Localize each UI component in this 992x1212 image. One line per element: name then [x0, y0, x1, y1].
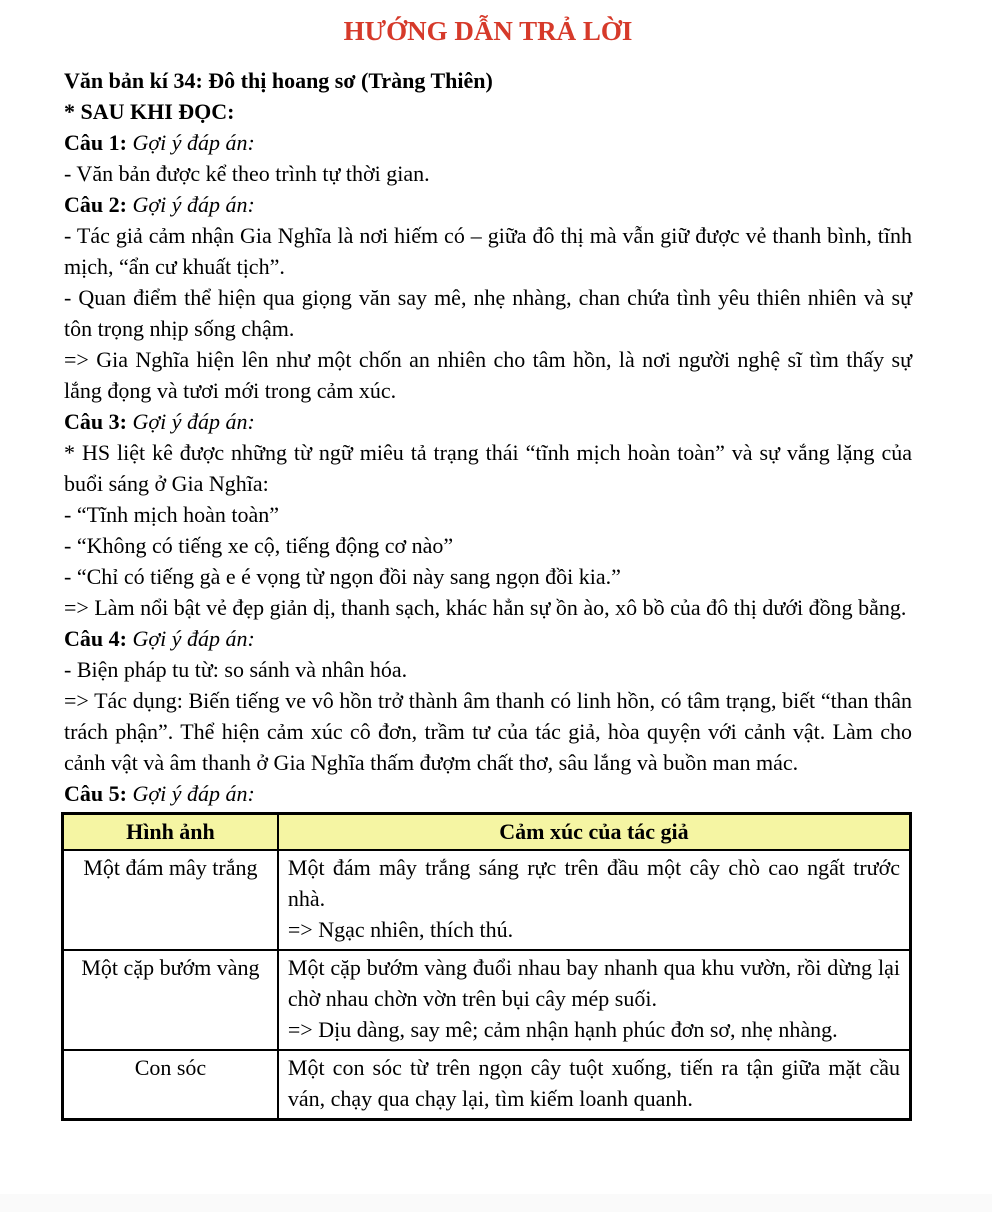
- question-3-answer-paragraph: => Làm nổi bật vẻ đẹp giản dị, thanh sạch, khác hẳn sự ồn ào, xô bồ của đô thị dưới đồng bằng.: [64, 595, 907, 620]
- question-3-answer-paragraph: * HS liệt kê được những từ ngữ miêu tả trạng thái “tĩnh mịch hoàn toàn” và sự vắng lặng của buổi sáng ở Gia Nghĩa:: [64, 440, 912, 496]
- question-2-hint: Gợi ý đáp án:: [132, 192, 255, 217]
- section-heading: * SAU KHI ĐỌC:: [64, 99, 235, 124]
- image-cell: Một đám mây trắng: [63, 850, 278, 950]
- question-2-answer-paragraph: => Gia Nghĩa hiện lên như một chốn an nhiên cho tâm hồn, là nơi người nghệ sĩ tìm thấy sự lắng đọng và tươi mới trong cảm xúc.: [64, 347, 912, 403]
- emotion-cell: [278, 1050, 911, 1120]
- question-4-label: Câu 4:: [64, 626, 127, 651]
- question-4-hint: Gợi ý đáp án:: [132, 626, 255, 651]
- question-4-answer-paragraph: => Tác dụng: Biến tiếng ve vô hồn trở thành âm thanh có linh hồn, có tâm trạng, biết “than thân trách phận”. Thể hiện cảm xúc cô đơn, trầm tư của tác giả, hòa quyện với cảnh vật. Làm cho cảnh vật và âm thanh ở Gia Nghĩa thấm đượm chất thơ, sâu lắng và buồn man mác.: [64, 688, 912, 775]
- question-3-answer-paragraph: - “Chỉ có tiếng gà e é vọng từ ngọn đồi này sang ngọn đồi kia.”: [64, 564, 621, 589]
- question-3-hint: Gợi ý đáp án:: [132, 409, 255, 434]
- emotion-text: Một đám mây trắng sáng rực trên đầu một cây chò cao ngất trước nhà.: [287, 855, 900, 911]
- page-bottom-margin: [0, 1194, 992, 1212]
- image-cell: Một cặp bướm vàng: [63, 950, 278, 1050]
- question-1-label: Câu 1:: [64, 130, 127, 155]
- question-3-answer-paragraph: - “Không có tiếng xe cộ, tiếng động cơ nào”: [64, 533, 454, 558]
- emotion-text: Một cặp bướm vàng đuổi nhau bay nhanh qua khu vườn, rồi dừng lại chờ nhau chờn vờn trên bụi cây mép suối.: [287, 955, 900, 1011]
- question-3-header: [64, 406, 912, 437]
- table-row: [63, 850, 911, 950]
- question-2-header: [64, 189, 912, 220]
- question-3-label: Câu 3:: [64, 409, 127, 434]
- question-5-label: Câu 5:: [64, 781, 127, 806]
- question-1-header: [64, 127, 912, 158]
- image-cell: Con sóc: [63, 1050, 278, 1120]
- question-2-answer-paragraph: - Quan điểm thể hiện qua giọng văn say mê, nhẹ nhàng, chan chứa tình yêu thiên nhiên và sự tôn trọng nhịp sống chậm.: [64, 285, 912, 341]
- question-4-answer-paragraph: - Biện pháp tu từ: so sánh và nhân hóa.: [64, 657, 408, 682]
- document-heading: Văn bản kí 34: Đô thị hoang sơ (Tràng Thiên): [64, 68, 493, 93]
- question-5-hint: Gợi ý đáp án:: [132, 781, 255, 806]
- table-header-row: [63, 814, 911, 851]
- question-1-hint: Gợi ý đáp án:: [132, 130, 255, 155]
- emotion-text: Một con sóc từ trên ngọn cây tuột xuống, tiến ra tận giữa mặt cầu ván, chạy qua chạy lại, tìm kiếm loanh quanh.: [287, 1055, 900, 1111]
- question-2-answer-paragraph: - Tác giả cảm nhận Gia Nghĩa là nơi hiếm có – giữa đô thị mà vẫn giữ được vẻ thanh bình, tĩnh mịch, “ẩn cư khuất tịch”.: [64, 223, 912, 279]
- emotion-cell: [278, 950, 911, 1050]
- emotion-conclusion: => Ngạc nhiên, thích thú.: [287, 917, 514, 942]
- question-4-header: [64, 623, 912, 654]
- table-row: [63, 950, 911, 1050]
- question-2-label: Câu 2:: [64, 192, 127, 217]
- question-5-header: [64, 778, 912, 809]
- page-title: HƯỚNG DẪN TRẢ LỜI: [343, 16, 633, 46]
- column-header-emotion: Cảm xúc của tác giả: [278, 814, 911, 851]
- column-header-image: Hình ảnh: [63, 814, 278, 851]
- table-row: [63, 1050, 911, 1120]
- emotion-conclusion: => Dịu dàng, say mê; cảm nhận hạnh phúc đơn sơ, nhẹ nhàng.: [287, 1017, 838, 1042]
- question-3-answer-paragraph: - “Tĩnh mịch hoàn toàn”: [64, 502, 280, 527]
- answer-table: [61, 812, 912, 1121]
- question-1-answer-paragraph: - Văn bản được kể theo trình tự thời gian.: [64, 161, 430, 186]
- emotion-cell: [278, 850, 911, 950]
